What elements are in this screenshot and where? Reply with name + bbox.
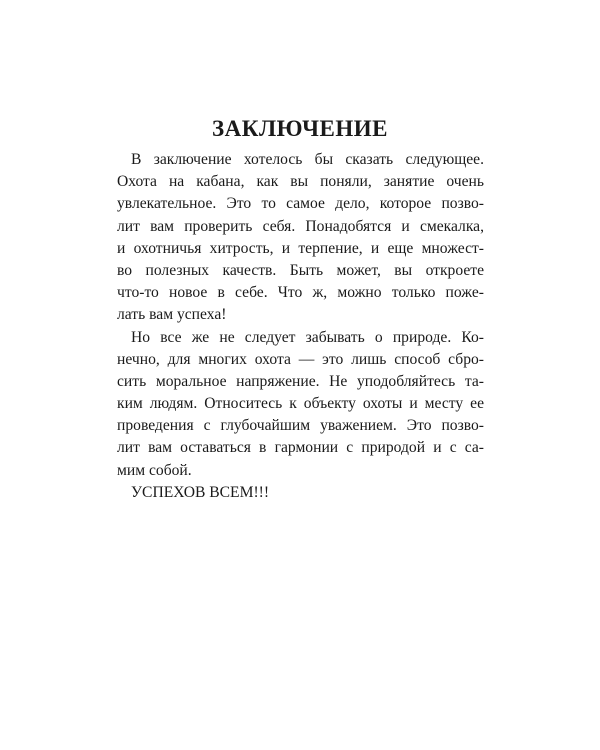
text-line: лит вам оставаться в гармонии с природой и с са-	[117, 439, 484, 457]
text-line: и охотничья хитрость, и терпение, и еще множест-	[117, 239, 484, 257]
paragraph-3	[117, 482, 484, 504]
text-line: во полезных качеств. Быть может, вы откроете	[117, 261, 484, 279]
text-line: сить моральное напряжение. Не уподобляйтесь та-	[117, 372, 484, 390]
paragraph-2	[117, 327, 484, 482]
text-line: Охота на кабана, как вы поняли, занятие очень	[117, 173, 484, 191]
paragraph-1	[117, 149, 484, 327]
text-line: лит вам проверить себя. Понадобятся и смекалка,	[117, 217, 484, 235]
text-line: ким людям. Относитесь к объекту охоты и месту ее	[117, 395, 484, 413]
body-text	[117, 149, 484, 504]
closing-line: УСПЕХОВ ВСЕМ!!!	[131, 483, 270, 501]
text-line: мим собой.	[117, 461, 192, 479]
text-line: В заключение хотелось бы сказать следующее.	[131, 151, 484, 168]
text-line: нечно, для многих охота — это лишь способ сбро-	[117, 350, 484, 368]
text-line: увлекательное. Это то самое дело, которое позво-	[117, 195, 484, 213]
text-line: проведения с глубочайшим уважением. Это позво-	[117, 417, 484, 435]
chapter-heading: ЗАКЛЮЧЕНИЕ	[212, 116, 388, 141]
text-line: что-то новое в себе. Что ж, можно только поже-	[117, 284, 484, 302]
text-line: лать вам успеха!	[117, 306, 227, 324]
text-line: Но все же не следует забывать о природе. Ко-	[131, 328, 484, 346]
